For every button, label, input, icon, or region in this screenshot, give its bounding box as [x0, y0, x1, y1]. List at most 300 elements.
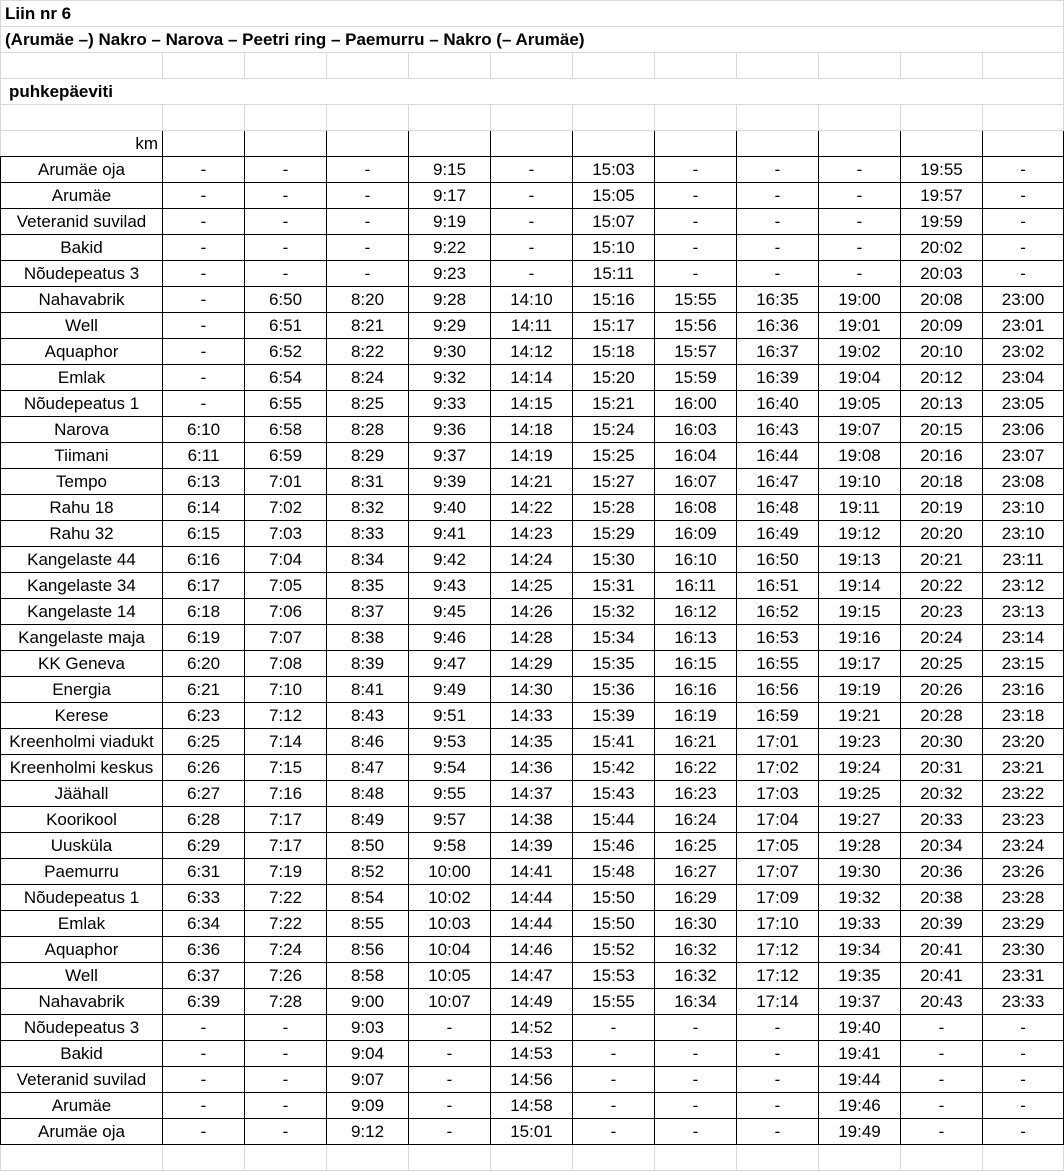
- departure-time: 20:16: [901, 443, 983, 469]
- departure-time: 14:39: [491, 833, 573, 859]
- departure-time: -: [245, 157, 327, 183]
- departure-time: 9:45: [409, 599, 491, 625]
- departure-time: -: [655, 1119, 737, 1145]
- departure-time: -: [655, 235, 737, 261]
- table-row: [1, 495, 1064, 521]
- departure-time: 16:44: [737, 443, 819, 469]
- km-cell: [737, 131, 819, 157]
- departure-time: 8:50: [327, 833, 409, 859]
- departure-time: 16:43: [737, 417, 819, 443]
- departure-time: 19:40: [819, 1015, 901, 1041]
- departure-time: 15:31: [573, 573, 655, 599]
- departure-time: 16:50: [737, 547, 819, 573]
- departure-time: -: [163, 287, 245, 313]
- departure-time: 20:30: [901, 729, 983, 755]
- departure-time: -: [573, 1015, 655, 1041]
- departure-time: 6:50: [245, 287, 327, 313]
- table-row: [1, 443, 1064, 469]
- departure-time: 9:36: [409, 417, 491, 443]
- departure-time: -: [163, 1093, 245, 1119]
- departure-time: 23:21: [983, 755, 1064, 781]
- departure-time: -: [245, 1041, 327, 1067]
- departure-time: 20:32: [901, 781, 983, 807]
- departure-time: 6:51: [245, 313, 327, 339]
- table-row: [1, 1041, 1064, 1067]
- departure-time: -: [983, 1015, 1064, 1041]
- departure-time: 19:23: [819, 729, 901, 755]
- departure-time: 23:12: [983, 573, 1064, 599]
- departure-time: 8:48: [327, 781, 409, 807]
- spacer-row: [1, 53, 1064, 79]
- departure-time: 9:00: [327, 989, 409, 1015]
- departure-time: 19:34: [819, 937, 901, 963]
- stop-name: Arumäe: [1, 183, 163, 209]
- stop-name: Emlak: [1, 365, 163, 391]
- departure-time: 14:41: [491, 859, 573, 885]
- stop-name: Nõudepeatus 1: [1, 391, 163, 417]
- departure-time: 19:59: [901, 209, 983, 235]
- departure-time: 7:22: [245, 885, 327, 911]
- departure-time: 17:12: [737, 937, 819, 963]
- departure-time: 15:34: [573, 625, 655, 651]
- departure-time: 6:33: [163, 885, 245, 911]
- departure-time: 6:20: [163, 651, 245, 677]
- departure-time: 8:28: [327, 417, 409, 443]
- departure-time: 14:28: [491, 625, 573, 651]
- stop-name: Kangelaste 14: [1, 599, 163, 625]
- departure-time: 14:29: [491, 651, 573, 677]
- departure-time: 6:59: [245, 443, 327, 469]
- km-cell: [901, 131, 983, 157]
- departure-time: 6:54: [245, 365, 327, 391]
- departure-time: 15:24: [573, 417, 655, 443]
- departure-time: -: [491, 183, 573, 209]
- departure-time: -: [491, 209, 573, 235]
- stop-name: Nahavabrik: [1, 287, 163, 313]
- departure-time: -: [819, 209, 901, 235]
- departure-time: -: [163, 313, 245, 339]
- departure-time: 8:32: [327, 495, 409, 521]
- stop-name: Koorikool: [1, 807, 163, 833]
- table-row: [1, 911, 1064, 937]
- km-label: km: [1, 131, 163, 157]
- km-header-row: [1, 131, 1064, 157]
- departure-time: 6:13: [163, 469, 245, 495]
- departure-time: 16:55: [737, 651, 819, 677]
- departure-time: 7:17: [245, 807, 327, 833]
- departure-time: 10:04: [409, 937, 491, 963]
- departure-time: 9:03: [327, 1015, 409, 1041]
- departure-time: 6:17: [163, 573, 245, 599]
- stop-name: Kerese: [1, 703, 163, 729]
- table-row: [1, 1093, 1064, 1119]
- km-cell: [983, 131, 1064, 157]
- departure-time: 19:04: [819, 365, 901, 391]
- departure-time: 9:30: [409, 339, 491, 365]
- table-row: [1, 339, 1064, 365]
- departure-time: 14:49: [491, 989, 573, 1015]
- departure-time: 14:58: [491, 1093, 573, 1119]
- departure-time: -: [983, 157, 1064, 183]
- departure-time: 17:02: [737, 755, 819, 781]
- departure-time: 15:07: [573, 209, 655, 235]
- departure-time: 9:39: [409, 469, 491, 495]
- departure-time: 19:10: [819, 469, 901, 495]
- departure-time: 14:22: [491, 495, 573, 521]
- stop-name: Arumäe oja: [1, 157, 163, 183]
- departure-time: -: [737, 157, 819, 183]
- departure-time: -: [327, 209, 409, 235]
- departure-time: 15:57: [655, 339, 737, 365]
- stop-name: Narova: [1, 417, 163, 443]
- departure-time: -: [655, 1041, 737, 1067]
- departure-time: 6:25: [163, 729, 245, 755]
- departure-time: 16:35: [737, 287, 819, 313]
- stop-name: Emlak: [1, 911, 163, 937]
- departure-time: 8:35: [327, 573, 409, 599]
- departure-time: 16:21: [655, 729, 737, 755]
- stop-name: Veteranid suvilad: [1, 209, 163, 235]
- departure-time: 14:12: [491, 339, 573, 365]
- departure-time: 16:32: [655, 963, 737, 989]
- departure-time: 19:28: [819, 833, 901, 859]
- departure-time: 9:28: [409, 287, 491, 313]
- departure-time: -: [573, 1093, 655, 1119]
- departure-time: 14:38: [491, 807, 573, 833]
- stop-name: Well: [1, 963, 163, 989]
- departure-time: 19:14: [819, 573, 901, 599]
- departure-time: 8:25: [327, 391, 409, 417]
- departure-time: 16:37: [737, 339, 819, 365]
- departure-time: 6:15: [163, 521, 245, 547]
- departure-time: -: [491, 261, 573, 287]
- departure-time: 17:05: [737, 833, 819, 859]
- departure-time: -: [163, 391, 245, 417]
- departure-time: 15:59: [655, 365, 737, 391]
- departure-time: 23:23: [983, 807, 1064, 833]
- departure-time: 9:49: [409, 677, 491, 703]
- title-row: [1, 1, 1064, 27]
- departure-time: 7:22: [245, 911, 327, 937]
- departure-time: 19:30: [819, 859, 901, 885]
- km-cell: [163, 131, 245, 157]
- departure-time: 6:31: [163, 859, 245, 885]
- departure-time: 17:07: [737, 859, 819, 885]
- departure-time: 20:12: [901, 365, 983, 391]
- departure-time: 19:41: [819, 1041, 901, 1067]
- departure-time: -: [819, 157, 901, 183]
- departure-time: 19:49: [819, 1119, 901, 1145]
- stop-name: Aquaphor: [1, 937, 163, 963]
- departure-time: 15:39: [573, 703, 655, 729]
- departure-time: 7:02: [245, 495, 327, 521]
- km-cell: [655, 131, 737, 157]
- km-cell: [245, 131, 327, 157]
- departure-time: 10:00: [409, 859, 491, 885]
- departure-time: 8:55: [327, 911, 409, 937]
- stop-name: Arumäe oja: [1, 1119, 163, 1145]
- departure-time: 19:07: [819, 417, 901, 443]
- departure-time: -: [737, 1041, 819, 1067]
- stop-name: Well: [1, 313, 163, 339]
- km-cell: [573, 131, 655, 157]
- departure-time: 15:53: [573, 963, 655, 989]
- departure-time: 6:16: [163, 547, 245, 573]
- departure-time: 16:16: [655, 677, 737, 703]
- departure-time: 6:39: [163, 989, 245, 1015]
- departure-time: 19:35: [819, 963, 901, 989]
- departure-time: 16:15: [655, 651, 737, 677]
- departure-time: 15:50: [573, 885, 655, 911]
- departure-time: 7:24: [245, 937, 327, 963]
- line-title: Liin nr 6: [1, 1, 1064, 27]
- table-row: [1, 781, 1064, 807]
- stop-name: Rahu 32: [1, 521, 163, 547]
- departure-time: 15:21: [573, 391, 655, 417]
- departure-time: 6:19: [163, 625, 245, 651]
- departure-time: 20:24: [901, 625, 983, 651]
- departure-time: 8:20: [327, 287, 409, 313]
- table-row: [1, 1015, 1064, 1041]
- departure-time: 15:44: [573, 807, 655, 833]
- table-row: [1, 183, 1064, 209]
- table-row: [1, 521, 1064, 547]
- departure-time: 15:41: [573, 729, 655, 755]
- departure-time: 14:26: [491, 599, 573, 625]
- departure-time: 15:05: [573, 183, 655, 209]
- departure-time: 14:24: [491, 547, 573, 573]
- departure-time: 19:46: [819, 1093, 901, 1119]
- departure-time: 14:46: [491, 937, 573, 963]
- departure-time: 6:28: [163, 807, 245, 833]
- departure-time: 8:56: [327, 937, 409, 963]
- departure-time: 8:41: [327, 677, 409, 703]
- departure-time: -: [163, 1119, 245, 1145]
- table-row: [1, 235, 1064, 261]
- stop-name: Veteranid suvilad: [1, 1067, 163, 1093]
- departure-time: 9:53: [409, 729, 491, 755]
- departure-time: 23:31: [983, 963, 1064, 989]
- departure-time: 7:04: [245, 547, 327, 573]
- departure-time: -: [983, 1067, 1064, 1093]
- departure-time: 14:53: [491, 1041, 573, 1067]
- departure-time: 14:21: [491, 469, 573, 495]
- departure-time: 20:21: [901, 547, 983, 573]
- departure-time: 6:55: [245, 391, 327, 417]
- departure-time: 7:17: [245, 833, 327, 859]
- km-cell: [409, 131, 491, 157]
- departure-time: 15:03: [573, 157, 655, 183]
- departure-time: 15:55: [655, 287, 737, 313]
- departure-time: 8:38: [327, 625, 409, 651]
- stop-name: Nõudepeatus 3: [1, 1015, 163, 1041]
- departure-time: 15:46: [573, 833, 655, 859]
- departure-time: 16:59: [737, 703, 819, 729]
- stop-name: Nahavabrik: [1, 989, 163, 1015]
- departure-time: 17:14: [737, 989, 819, 1015]
- departure-time: 16:22: [655, 755, 737, 781]
- departure-time: 14:56: [491, 1067, 573, 1093]
- departure-time: -: [819, 235, 901, 261]
- departure-time: 9:15: [409, 157, 491, 183]
- departure-time: -: [409, 1041, 491, 1067]
- departure-time: 8:33: [327, 521, 409, 547]
- departure-time: 9:47: [409, 651, 491, 677]
- table-row: [1, 469, 1064, 495]
- departure-time: 6:52: [245, 339, 327, 365]
- departure-time: 9:58: [409, 833, 491, 859]
- departure-time: -: [573, 1041, 655, 1067]
- departure-time: 19:37: [819, 989, 901, 1015]
- table-row: [1, 625, 1064, 651]
- departure-time: 23:10: [983, 495, 1064, 521]
- departure-time: 19:02: [819, 339, 901, 365]
- departure-time: 15:10: [573, 235, 655, 261]
- departure-time: 8:49: [327, 807, 409, 833]
- departure-time: 9:07: [327, 1067, 409, 1093]
- departure-time: -: [901, 1093, 983, 1119]
- departure-time: 6:23: [163, 703, 245, 729]
- departure-time: -: [163, 157, 245, 183]
- table-row: [1, 599, 1064, 625]
- sheet-body: [1, 1, 1064, 1171]
- departure-time: 6:21: [163, 677, 245, 703]
- departure-time: 23:08: [983, 469, 1064, 495]
- departure-time: 17:03: [737, 781, 819, 807]
- stop-name: Jäähall: [1, 781, 163, 807]
- departure-time: -: [655, 157, 737, 183]
- stop-name: Kreenholmi viadukt: [1, 729, 163, 755]
- stop-name: KK Geneva: [1, 651, 163, 677]
- departure-time: 6:58: [245, 417, 327, 443]
- departure-time: 7:12: [245, 703, 327, 729]
- departure-time: -: [737, 209, 819, 235]
- departure-time: 14:36: [491, 755, 573, 781]
- departure-time: 19:15: [819, 599, 901, 625]
- departure-time: 14:44: [491, 885, 573, 911]
- departure-time: -: [163, 183, 245, 209]
- spacer-row: [1, 1145, 1064, 1171]
- departure-time: 15:48: [573, 859, 655, 885]
- departure-time: 19:11: [819, 495, 901, 521]
- spacer-row: [1, 105, 1064, 131]
- departure-time: 23:22: [983, 781, 1064, 807]
- departure-time: 16:23: [655, 781, 737, 807]
- departure-time: -: [983, 209, 1064, 235]
- departure-time: 23:05: [983, 391, 1064, 417]
- departure-time: 9:23: [409, 261, 491, 287]
- departure-time: 19:44: [819, 1067, 901, 1093]
- departure-time: -: [163, 1067, 245, 1093]
- departure-time: 7:06: [245, 599, 327, 625]
- departure-time: 16:24: [655, 807, 737, 833]
- departure-time: 16:10: [655, 547, 737, 573]
- departure-time: 16:00: [655, 391, 737, 417]
- departure-time: -: [327, 235, 409, 261]
- departure-time: -: [573, 1119, 655, 1145]
- departure-time: 9:42: [409, 547, 491, 573]
- km-cell: [327, 131, 409, 157]
- departure-time: 14:37: [491, 781, 573, 807]
- departure-time: -: [655, 209, 737, 235]
- km-cell: [819, 131, 901, 157]
- departure-time: 9:40: [409, 495, 491, 521]
- stop-name: Bakid: [1, 235, 163, 261]
- departure-time: 19:25: [819, 781, 901, 807]
- departure-time: -: [737, 235, 819, 261]
- departure-time: 16:48: [737, 495, 819, 521]
- departure-time: 9:09: [327, 1093, 409, 1119]
- departure-time: 20:39: [901, 911, 983, 937]
- departure-time: 17:09: [737, 885, 819, 911]
- departure-time: 16:39: [737, 365, 819, 391]
- table-row: [1, 547, 1064, 573]
- departure-time: 20:41: [901, 937, 983, 963]
- departure-time: 20:33: [901, 807, 983, 833]
- departure-time: -: [163, 1041, 245, 1067]
- departure-time: 8:22: [327, 339, 409, 365]
- stop-name: Kangelaste 34: [1, 573, 163, 599]
- departure-time: 8:24: [327, 365, 409, 391]
- departure-time: 15:32: [573, 599, 655, 625]
- departure-time: 7:07: [245, 625, 327, 651]
- departure-time: 19:12: [819, 521, 901, 547]
- table-row: [1, 937, 1064, 963]
- departure-time: 14:52: [491, 1015, 573, 1041]
- departure-time: 15:29: [573, 521, 655, 547]
- departure-time: 6:27: [163, 781, 245, 807]
- table-row: [1, 677, 1064, 703]
- departure-time: 9:04: [327, 1041, 409, 1067]
- departure-time: 15:43: [573, 781, 655, 807]
- stop-name: Kangelaste 44: [1, 547, 163, 573]
- departure-time: -: [819, 183, 901, 209]
- departure-time: -: [737, 183, 819, 209]
- departure-time: 15:42: [573, 755, 655, 781]
- departure-time: -: [409, 1093, 491, 1119]
- departure-time: 15:18: [573, 339, 655, 365]
- departure-time: 19:17: [819, 651, 901, 677]
- departure-time: 19:05: [819, 391, 901, 417]
- departure-time: -: [327, 183, 409, 209]
- stop-name: Nõudepeatus 1: [1, 885, 163, 911]
- departure-time: 20:13: [901, 391, 983, 417]
- departure-time: 19:13: [819, 547, 901, 573]
- table-row: [1, 313, 1064, 339]
- departure-time: 7:08: [245, 651, 327, 677]
- departure-time: -: [163, 365, 245, 391]
- departure-time: 23:28: [983, 885, 1064, 911]
- departure-time: 14:25: [491, 573, 573, 599]
- departure-time: 9:17: [409, 183, 491, 209]
- departure-time: -: [163, 235, 245, 261]
- departure-time: -: [737, 1015, 819, 1041]
- departure-time: 19:19: [819, 677, 901, 703]
- departure-time: 19:55: [901, 157, 983, 183]
- departure-time: -: [983, 1093, 1064, 1119]
- departure-time: 16:53: [737, 625, 819, 651]
- departure-time: 9:12: [327, 1119, 409, 1145]
- departure-time: 6:37: [163, 963, 245, 989]
- departure-time: 20:23: [901, 599, 983, 625]
- departure-time: 14:10: [491, 287, 573, 313]
- departure-time: 20:02: [901, 235, 983, 261]
- stop-name: Bakid: [1, 1041, 163, 1067]
- departure-time: 15:28: [573, 495, 655, 521]
- departure-time: 8:21: [327, 313, 409, 339]
- departure-time: 8:58: [327, 963, 409, 989]
- stop-name: Kangelaste maja: [1, 625, 163, 651]
